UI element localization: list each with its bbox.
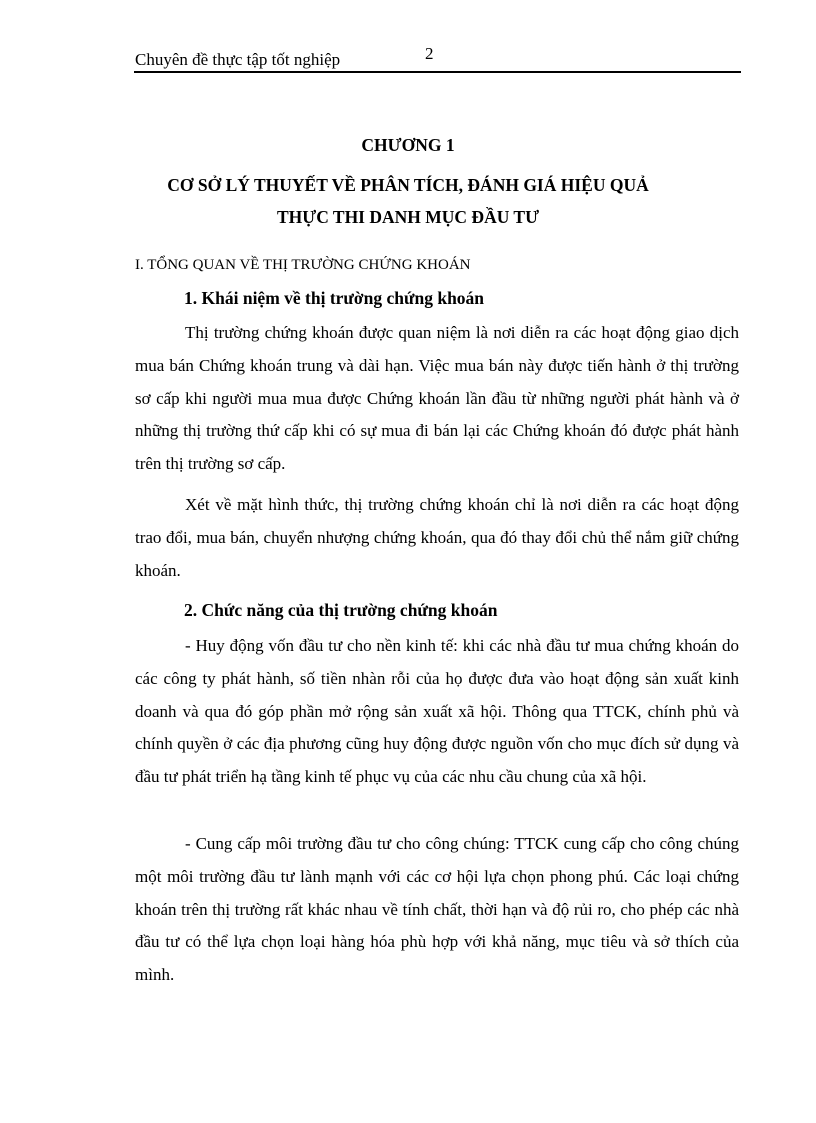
page-number: 2 [425,44,434,63]
chapter-title-line2: THỰC THI DANH MỤC ĐẦU TƯ [276,207,540,227]
paragraph-investment-environment: - Cung cấp môi trường đầu tư cho công chúng: TTCK cung cấp cho công chúng một môi trường đầu tư lành mạnh với các cơ hội lựa chọn phong phú. Các loại chứng khoán trên thị trường rất khác nhau về tính chất, thời hạn và độ rủi ro, cho phép các nhà đầu tư có thể lựa chọn loại hàng hóa phù hợp với khả năng, mục tiêu và sở thích của mình. [135,834,739,985]
running-header: Chuyên đề thực tập tốt nghiệp [135,50,341,69]
paragraph-capital-mobilization: - Huy động vốn đầu tư cho nền kinh tế: khi các nhà đầu tư mua chứng khoán do các công ty phát hành, số tiền nhàn rỗi của họ được đưa vào hoạt động sản xuất kinh doanh và qua đó góp phần mở rộng sản xuất xã hội. Thông qua TTCK, chính phủ và chính quyền ở các địa phương cũng huy động được nguồn vốn cho mục đích sử dụng và đầu tư phát triển hạ tầng kinh tế phục vụ của các nhu cầu chung của xã hội. [135,636,739,787]
chapter-number: CHƯƠNG 1 [361,135,455,155]
subsection-heading-2: 2. Chức năng của thị trường chứng khoán [184,600,498,620]
paragraph-market-form: Xét về mặt hình thức, thị trường chứng khoán chỉ là nơi diễn ra các hoạt động trao đổi, mua bán, chuyển nhượng chứng khoán, qua đó thay đổi chủ thể nắm giữ chứng khoán. [135,495,739,580]
chapter-title-line1: CƠ SỞ LÝ THUYẾT VỀ PHÂN TÍCH, ĐÁNH GIÁ HIỆU QUẢ [167,175,649,195]
paragraph-market-definition: Thị trường chứng khoán được quan niệm là nơi diễn ra các hoạt động giao dịch mua bán Chứng khoán trung và dài hạn. Việc mua bán này được tiến hành ở thị trường sơ cấp khi người mua mua được Chứng khoán lần đầu từ những người phát hành và ở những thị trường thứ cấp khi có sự mua đi bán lại các Chứng khoán đó được phát hành trên thị trường sơ cấp. [135,323,739,474]
subsection-heading-1: 1. Khái niệm về thị trường chứng khoán [184,288,485,308]
header-rule [134,71,741,73]
section-heading: I. TỔNG QUAN VỀ THỊ TRƯỜNG CHỨNG KHOÁN [135,257,471,273]
